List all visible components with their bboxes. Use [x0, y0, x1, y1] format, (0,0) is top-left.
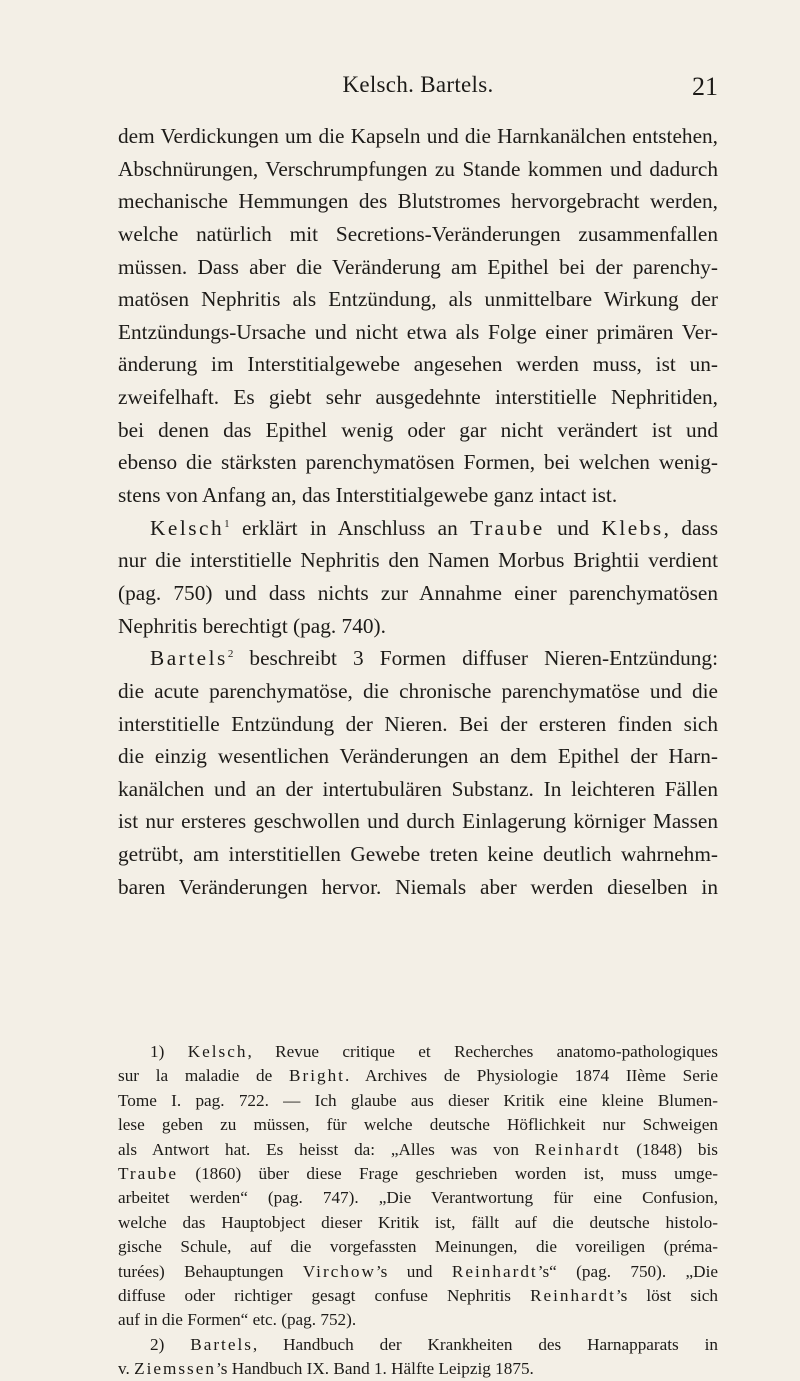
text-line: kanälchen und an der intertubulären Substanz. In leichteren Fällen: [118, 776, 718, 801]
text-line: mechanische Hemmungen des Blutstromes hervorgebracht werden,: [118, 189, 718, 214]
running-head: [118, 72, 718, 106]
text-run: erklärt in Anschluss an: [229, 515, 471, 540]
text-line: dem Verdickungen um die Kapseln und die Harnkanälchen entstehen,: [118, 124, 718, 148]
footnotes: [118, 1040, 718, 1381]
footnote-line: Tome I. pag. 722. — Ich glaube aus dieser Kritik eine kleine Blumen-: [118, 1090, 718, 1110]
text-line: zweifelhaft. Es giebt sehr ausgedehnte interstitielle Nephritiden,: [118, 385, 718, 410]
footnote-ref: 1: [224, 517, 230, 530]
footnote-ref: 2: [227, 648, 234, 661]
author-name: Reinhardt: [451, 1261, 538, 1281]
author-name: Bright: [289, 1066, 345, 1086]
paragraph-2: [118, 512, 718, 643]
text-line: matösen Nephritis als Entzündung, als unmittelbare Wirkung der: [118, 287, 718, 312]
author-name: Bartels: [150, 646, 228, 671]
footnote-line: [118, 1284, 718, 1308]
author-name: Reinhardt: [530, 1285, 616, 1305]
footnote-line: gische Schule, auf die vorgefassten Meinungen, die voreiligen (préma-: [118, 1237, 718, 1257]
text-line: (pag. 750) und dass nichts zur Annahme einer parenchymatösen: [118, 580, 718, 605]
footnote-line: auf in die Formen“ etc. (pag. 752).: [118, 1310, 357, 1330]
author-name: Virchow: [302, 1261, 376, 1281]
footnote-line: lese geben zu müssen, für welche deutsche Höflichkeit nur Schweigen: [118, 1115, 718, 1135]
text-line: [118, 512, 718, 545]
text-run: ’s und: [375, 1261, 452, 1281]
footnote-line: arbeitet werden“ (pag. 747). „Die Verantwortung für eine Confusion,: [118, 1188, 718, 1208]
text-line: stens von Anfang an, das Interstitialgewebe ganz intact ist.: [118, 483, 618, 508]
text-line: [118, 642, 718, 675]
author-name: Klebs: [601, 515, 664, 540]
text-run: sur la maladie de: [118, 1066, 290, 1086]
running-title: Kelsch. Bartels.: [342, 72, 494, 97]
text-line: interstitielle Entzündung der Nieren. Bei der ersteren finden sich: [118, 711, 718, 736]
author-name: Bartels: [190, 1334, 253, 1354]
text-line: die einzig wesentlichen Veränderungen an dem Epithel der Harn-: [118, 744, 718, 769]
footnote-mark: 2): [150, 1334, 165, 1354]
author-name: Ziemssen: [134, 1359, 216, 1379]
text-run: diffuse oder richtiger gesagt confuse Nephritis: [118, 1285, 531, 1305]
text-line: nur die interstitielle Nephritis den Namen Morbus Brightii verdient: [118, 548, 718, 573]
author-name: Traube: [118, 1163, 179, 1183]
text-run: , dass: [663, 515, 719, 540]
text-run: ’s Handbuch IX. Band 1. Hälfte Leipzig 1875.: [215, 1359, 534, 1379]
body-text: [118, 120, 718, 903]
text-run: , Revue critique et Recherches anatomo-pathologiques: [247, 1042, 718, 1061]
text-line: änderung im Interstitialgewebe angesehen werden muss, ist un-: [118, 352, 718, 377]
text-line: getrübt, am interstitiellen Gewebe treten keine deutlich wahrnehm-: [118, 842, 718, 867]
author-name: Kelsch: [187, 1042, 248, 1061]
author-name: Traube: [470, 515, 545, 540]
footnote-line: [118, 1138, 718, 1162]
text-run: beschreibt 3 Formen diffuser Nieren-Entzündung:: [233, 646, 718, 671]
footnote-line: [118, 1357, 718, 1381]
text-run: als Antwort hat. Es heisst da: „Alles was von: [118, 1139, 535, 1159]
footnote-line: [118, 1333, 718, 1357]
paragraph-3: [118, 642, 718, 903]
footnote-line: welche das Hauptobject dieser Kritik ist, fällt auf die deutsche histolo-: [118, 1212, 718, 1232]
footnote-1: [118, 1040, 718, 1333]
text-run: . Archives de Physiologie 1874 IIème Serie: [344, 1066, 718, 1086]
footnote-mark: 1): [150, 1042, 165, 1061]
text-run: turées) Behauptungen: [118, 1261, 303, 1281]
text-line: baren Veränderungen hervor. Niemals aber werden dieselben in: [118, 874, 718, 899]
text-run: , Handbuch der Krankheiten des Harnapparats in: [252, 1334, 719, 1354]
text-run: (1848) bis: [620, 1139, 718, 1159]
text-run: v.: [118, 1359, 135, 1379]
text-line: Entzündungs-Ursache und nicht etwa als Folge einer primären Ver-: [118, 319, 718, 344]
footnote-2: [118, 1333, 718, 1381]
footnote-line: [118, 1064, 718, 1088]
text-line: Nephritis berechtigt (pag. 740).: [118, 613, 386, 638]
text-run: ’s löst sich: [615, 1285, 719, 1305]
text-line: die acute parenchymatöse, die chronische parenchymatöse und die: [118, 678, 718, 703]
text-run: ’s“ (pag. 750). „Die: [537, 1261, 718, 1281]
text-line: Abschnürungen, Verschrumpfungen zu Stande kommen und dadurch: [118, 156, 718, 181]
text-line: ebenso die stärksten parenchymatösen Formen, bei welchen wenig-: [118, 450, 718, 475]
footnote-line: [118, 1040, 718, 1064]
author-name: Kelsch: [150, 515, 225, 540]
text-run: (1860) über diese Frage geschrieben worden ist, muss umge-: [178, 1163, 718, 1183]
text-line: ist nur ersteres geschwollen und durch Einlagerung körniger Massen: [118, 809, 718, 834]
text-line: müssen. Dass aber die Veränderung am Epithel bei der parenchy-: [118, 254, 718, 279]
author-name: Reinhardt: [534, 1139, 621, 1159]
text-run: und: [544, 515, 602, 540]
footnote-line: [118, 1260, 718, 1284]
text-line: bei denen das Epithel wenig oder gar nicht verändert ist und: [118, 417, 718, 442]
page-number: 21: [692, 72, 718, 101]
paragraph-1: [118, 120, 718, 512]
footnote-line: [118, 1162, 718, 1186]
text-line: welche natürlich mit Secretions-Veränderungen zusammenfallen: [118, 221, 718, 246]
